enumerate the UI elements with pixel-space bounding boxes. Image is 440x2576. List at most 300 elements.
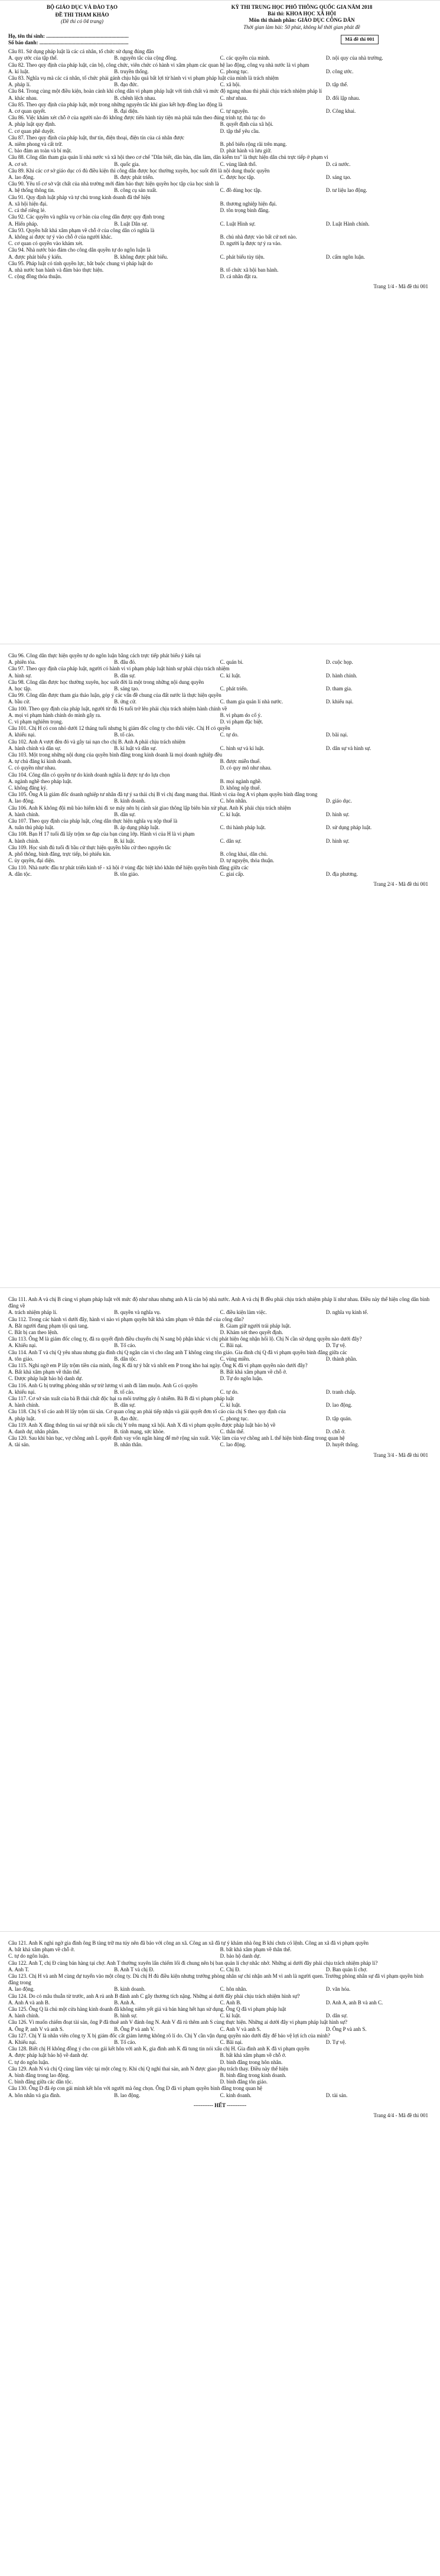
question-text: Câu 130. Ông D đã ép con gái mình kết hôn với người mà ông chọn. Ông D đã vi phạm quyền bình đẳng trong quan hệ: [8, 2085, 262, 2092]
exam-page-3: [0, 1287, 440, 1927]
answer-options: [8, 141, 432, 148]
question-block: [8, 772, 432, 785]
question-text: Câu 99. Công dân được tham gia thảo luận, góp ý các vấn đề chung của đất nước là thực hiện quyền: [8, 692, 221, 699]
question-text: Câu 98. Công dân được học thường xuyên, học suốt đời là một trong những nội dung quyền: [8, 679, 204, 685]
question-text: Câu 117. Cơ sở sản xuất của bà B thải chất độc hại ra môi trường gây ô nhiễm. Bà B đã vi phạm pháp luật: [8, 1395, 234, 1402]
question-block: [8, 865, 432, 878]
answer-option: D. dân sự.: [325, 2013, 348, 2019]
question-block: [8, 214, 432, 227]
answer-option: B. quốc gia.: [114, 161, 140, 167]
answer-option: A. tuân thủ pháp luật.: [8, 824, 54, 831]
question-text: Câu 89. Khi các cơ sở giáo dục có đủ điều kiện thì công dân được học thường xuyên, học suốt đời là nội dung thuộc quyền: [8, 167, 270, 174]
question-text: Câu 127. Chị Y là nhân viên công ty X bị giám đốc cắt giảm lương không rõ lí do. Chị Y cần vận dụng quyền nào dưới đây để bảo vệ lợi ích của mình?: [8, 2032, 330, 2039]
answer-option: A. hình sự.: [8, 672, 32, 679]
question-block: [8, 706, 432, 719]
answer-option: D. hình sự.: [325, 811, 350, 817]
question-text: Câu 105. Ông A là giám đốc doanh nghiệp tư nhân đã tự ý sa thải chị B vì chị đang mang thai. Hành vi của ông A vi phạm quyền bình đẳng trong: [8, 791, 318, 798]
answer-option: B. đạo đức.: [114, 81, 139, 88]
question-block: [8, 739, 432, 752]
question-block: [8, 75, 432, 88]
answer-option: A. được phát biểu ý kiến.: [8, 253, 63, 260]
answer-option: B. kinh doanh.: [114, 798, 146, 804]
answer-option: B. dân sự.: [114, 811, 136, 817]
answer-option: B. Ông P và anh V.: [114, 2026, 155, 2032]
answer-option: B. không được phát biểu.: [114, 253, 168, 260]
answer-option: A. khiếu nại.: [8, 1388, 36, 1395]
answer-options: [8, 234, 432, 240]
question-block: [8, 207, 432, 214]
answer-option: B. Tố cáo.: [114, 2039, 136, 2046]
answer-option: A. học tập.: [8, 686, 32, 692]
exam-code-box: Mã đề thi 001: [341, 35, 379, 44]
answer-option: A. hành chính.: [8, 2013, 40, 2019]
answer-option: B. nguyên tắc của cộng đồng.: [114, 55, 177, 61]
end-marker: ----------- HẾT -----------: [193, 2102, 247, 2108]
question-block: [8, 102, 432, 115]
question-block: [8, 1993, 432, 2006]
question-text: Câu 125. Ông Q là chủ một cửa hàng kinh doanh đã không niêm yết giá và bán hàng hết hạn sử dụng. Ông Q đã vi phạm pháp luật: [8, 2006, 286, 2013]
question-text: Câu 86. Việc khám xét chỗ ở của người nào đó không được tiến hành tùy tiện mà phải tuân theo đúng trình tự, thủ tục do: [8, 115, 266, 121]
answer-options: [8, 2013, 432, 2019]
answer-options: [8, 240, 432, 247]
question-block: [8, 88, 432, 101]
answer-option: A. Ông P, anh V và anh S.: [8, 2026, 64, 2032]
question-block: [8, 273, 432, 280]
answer-options: [8, 2039, 432, 2046]
answer-options: [8, 267, 432, 273]
exam-kind: ĐỀ THI THAM KHẢO: [55, 12, 109, 18]
question-block: [8, 128, 432, 135]
question-block: [8, 1296, 432, 1316]
page-count-note: (Đề thi có 04 trang): [61, 18, 103, 25]
question-text: Câu 103. Một trong những nội dung của quyền bình đẳng trong kinh doanh là mọi doanh nghiệp đều: [8, 752, 223, 758]
question-block: [8, 1316, 432, 1329]
question-block: [8, 1395, 432, 1408]
answer-option: A. xã hội hiện đại.: [8, 200, 48, 207]
answer-option: B. công khai, dân chủ.: [220, 851, 268, 857]
answer-option: D. Tự do ngôn luận.: [220, 1375, 263, 1382]
answer-options: [8, 851, 432, 857]
answer-option: A. Bất khả xâm phạm về thân thể.: [8, 1369, 81, 1375]
answer-option: D. cuộc họp.: [325, 659, 353, 666]
answer-option: C. kỉ luật.: [220, 811, 241, 817]
answer-options: [8, 2092, 432, 2099]
answer-option: B. được phát triển.: [114, 174, 154, 181]
answer-option: D. nội quy của nhà trường.: [325, 55, 383, 61]
answer-option: A. bình đẳng trong lao động.: [8, 2072, 70, 2079]
header-left: [8, 4, 156, 25]
answer-options: [8, 1375, 432, 1382]
answer-option: A. hệ thống thông tin.: [8, 187, 55, 194]
answer-options: [8, 1429, 432, 1435]
answer-option: A. trách nhiệm pháp lí.: [8, 1309, 57, 1316]
answer-option: C. tự nguyện.: [220, 108, 249, 115]
question-text: Câu 111. Anh A và chị B cùng vi phạm pháp luật với mức độ như nhau nhưng anh A là cán bộ nhà nước. Anh A và chị B đều phải chịu trách nhiệm pháp lí như nhau. Điều này thể hiện công dân bình đẳng về: [8, 1296, 430, 1309]
question-block: [8, 148, 432, 154]
question-text: Câu 94. Nhà nước bảo đảm cho công dân quyền tự do ngôn luận là: [8, 247, 151, 253]
question-block: [8, 227, 432, 240]
answer-option: B. ứng cử.: [114, 699, 137, 705]
question-text: Câu 106. Anh K không đội mũ bảo hiểm khi đi xe máy nên bị cảnh sát giao thông lập biên bản xử phạt. Anh K phải chịu trách nhiệm: [8, 804, 291, 811]
question-text: Câu 97. Theo quy định của pháp luật, người có hành vi vi phạm pháp luật hình sự phải chịu trách nhiệm: [8, 666, 230, 672]
answer-option: D. sử dụng pháp luật.: [325, 824, 372, 831]
answer-option: D. hình sự.: [325, 837, 350, 844]
header-right: [172, 4, 432, 31]
answer-option: B. dân tộc.: [114, 1355, 138, 1362]
answer-options: [8, 1342, 432, 1349]
answer-option: C. Anh B.: [220, 1999, 242, 2006]
answer-option: C. bảo đảm an toàn và bí mật.: [8, 148, 72, 154]
question-text: Câu 92. Các quyền và nghĩa vụ cơ bản của công dân được quy định trong: [8, 214, 165, 220]
answer-options: [8, 1329, 432, 1336]
answer-option: D. Anh A, anh B và anh C.: [325, 1999, 383, 2006]
answer-option: D. bình đẳng tôn giáo.: [220, 2079, 268, 2085]
answer-option: C. phát biểu tùy tiện.: [220, 253, 265, 260]
answer-options: [8, 201, 432, 207]
question-text: Câu 119. Anh X đăng thông tin sai sự thật nói xấu chị Y trên mạng xã hội. Anh X đã vi phạm quyền được pháp luật bảo hộ về: [8, 1421, 276, 1428]
answer-option: A. pháp lí.: [8, 81, 31, 88]
answer-option: B. được miễn thuế.: [220, 758, 261, 765]
question-block: [8, 240, 432, 247]
answer-option: C. kinh doanh.: [220, 2092, 252, 2098]
question-text: Câu 113. Ông M là giám đốc công ty, đã ra quyết định điều chuyển chị N sang bộ phận khác vì chị phát hiện ông nhận hối lộ. Chị N cần sử dụng quyền nào dưới đây?: [8, 1336, 362, 1342]
answer-option: B. hình sự.: [114, 2013, 138, 2019]
question-text: Câu 118. Chị S tố cáo anh H lấy trộm tài sản. Cơ quan công an phải tiếp nhận và giải quyết đơn tố cáo của chị S theo quy định của: [8, 1408, 286, 1415]
answer-option: D. tư liệu lao động.: [325, 187, 367, 194]
answer-option: D. bình đẳng trong hôn nhân.: [220, 2059, 283, 2065]
question-text: Câu 87. Theo quy định của pháp luật, thư tín, điện thoại, điện tín của cá nhân được: [8, 134, 185, 141]
answer-options: [8, 2059, 432, 2066]
answer-option: C. vi phạm nghiêm trọng.: [8, 719, 63, 725]
subject-group: Bài thi: KHOA HỌC XÃ HỘI: [268, 11, 336, 17]
answer-option: A. hôn nhân và gia đình.: [8, 2092, 61, 2098]
question-block: [8, 844, 432, 857]
answer-option: D. khiếu nại.: [325, 699, 354, 705]
question-text: Câu 108. Bạn H 17 tuổi đã lấy trộm xe đạp của bạn cùng lớp. Hành vi của H là vi phạm: [8, 831, 195, 837]
question-text: Câu 85. Theo quy định của pháp luật, một trong những nguyên tắc khi giao kết hợp đồng lao động là: [8, 101, 223, 107]
answer-options: [8, 2000, 432, 2006]
answer-option: D. có quy mô như nhau.: [220, 765, 272, 771]
answer-option: C. kỉ luật.: [220, 2013, 241, 2019]
subject-name: Môn thi thành phần: GIÁO DỤC CÔNG DÂN: [249, 17, 355, 24]
question-text: Câu 116. Anh G bị trưởng phòng nhân sự trừ lương vì anh đi làm muộn. Anh G có quyền: [8, 1382, 198, 1388]
question-block: [8, 48, 432, 61]
answer-option: C. giai cấp.: [220, 870, 245, 877]
answer-option: A. ngành nghề theo pháp luật.: [8, 778, 73, 784]
answer-option: D. giáo dục.: [325, 798, 352, 804]
answer-option: D. tập thể yêu cầu.: [220, 128, 260, 134]
answer-option: C. kỉ luật.: [220, 672, 241, 679]
question-block: [8, 115, 432, 128]
page-footer: Trang 1/4 - Mã đề thi 001: [373, 283, 428, 290]
answer-option: B. thương nghiệp hiện đại.: [220, 200, 277, 207]
question-block: [8, 247, 432, 260]
exam-time: Thời gian làm bài: 50 phút, không kể thời gian phát đề: [243, 24, 360, 30]
exam-title: KỲ THI TRUNG HỌC PHỔ THÔNG QUỐC GIA NĂM 2018: [231, 4, 373, 10]
answer-option: A. được pháp luật bảo hộ về danh dự.: [8, 2052, 89, 2059]
student-info: [8, 33, 432, 46]
answer-option: C. Bắt bị can theo lệnh.: [8, 1329, 58, 1336]
question-text: Câu 104. Công dân có quyền tự do kinh doanh nghĩa là được tự do lựa chọn: [8, 771, 170, 778]
answer-option: D. bảo hộ danh dự.: [220, 1953, 261, 1959]
answer-option: B. tố cáo.: [114, 1388, 135, 1395]
answer-option: B. bất khả xâm phạm về chỗ ở.: [220, 2052, 286, 2059]
question-block: [8, 1422, 432, 1435]
question-text: Câu 124. Do có mâu thuẫn từ trước, anh A rủ anh B đánh anh C gây thương tích nặng. Những ai dưới đây phải chịu trách nhiệm hình sự?: [8, 1993, 300, 1999]
answer-option: C. tự do.: [220, 1388, 239, 1395]
answer-option: A. Khiếu nại.: [8, 1342, 37, 1349]
answer-options: [8, 2079, 432, 2085]
answer-options: [8, 273, 432, 280]
question-block: [8, 1349, 432, 1362]
answer-option: A. lao động.: [8, 798, 35, 804]
answer-options: [8, 778, 432, 785]
answer-option: B. chủ nhà được vào bất cứ nơi nào.: [220, 233, 297, 240]
question-block: [8, 857, 432, 864]
question-block: [8, 1973, 432, 1993]
answer-options: [8, 254, 432, 260]
answer-options: [8, 699, 432, 705]
question-block: [8, 1940, 432, 1953]
answer-option: D. phát hành và lưu giữ.: [220, 148, 272, 154]
answer-option: A. dân tộc.: [8, 870, 32, 877]
answer-option: C. Chị Đ.: [220, 1966, 241, 1972]
answer-options: [8, 1442, 432, 1448]
answer-option: D. Ban quản lí chợ.: [325, 1966, 367, 1972]
answer-option: A. bất khả xâm phạm về chỗ ở.: [8, 1946, 75, 1953]
question-text: Câu 83. Nghĩa vụ mà các cá nhân, tổ chức phải gánh chịu hậu quả bất lợi từ hành vi vi phạm pháp luật của mình là trách nhiệm: [8, 75, 279, 81]
answer-option: B. áp dụng pháp luật.: [114, 824, 160, 831]
answer-options: [8, 659, 432, 666]
answer-options: [8, 2072, 432, 2079]
question-text: Câu 101. Chị H có con nhỏ dưới 12 tháng tuổi nhưng bị giám đốc công ty cho thôi việc. Chị H có quyền: [8, 725, 230, 732]
answer-option: B. đại diện.: [114, 108, 139, 115]
answer-option: B. mọi ngành nghề.: [220, 778, 262, 784]
answer-option: D. nghĩa vụ kinh tế.: [325, 1309, 369, 1316]
student-name-label: Họ, tên thí sinh: ..............................................................: [8, 32, 129, 39]
answer-option: C. được học tập.: [220, 174, 255, 181]
answer-options: [8, 69, 432, 75]
answer-option: A. Hiến pháp.: [8, 220, 38, 227]
answer-option: A. khác nhau.: [8, 94, 38, 101]
answer-options: [8, 712, 432, 719]
question-text: Câu 121. Anh K nghi ngờ gia đình ông B tàng trữ ma túy nên đã báo với công an xã. Công an xã đã tự ý khám nhà ông B khi chưa có lệnh. Công an xã đã vi phạm quyền: [8, 1940, 369, 1946]
question-text: Câu 84. Trong cùng một điều kiện, hoàn cảnh khi công dân vi phạm pháp luật với tính chất và mức độ ngang nhau thì phải chịu trách nhiệm pháp lí: [8, 88, 322, 94]
question-block: [8, 1382, 432, 1395]
answer-option: C. hôn nhân.: [220, 798, 247, 804]
question-text: Câu 120. Sau khi bàn bạc, vợ chồng anh L quyết định vay vốn ngân hàng để mở rộng sản xuất. Việc làm của vợ chồng anh L thể hiện bình đẳng trong quan hệ: [8, 1435, 345, 1442]
answer-options: [8, 148, 432, 154]
answer-option: D. Luật Hành chính.: [325, 220, 370, 227]
answer-option: A. cơ quan quyết.: [8, 108, 46, 115]
answer-option: C. như nhau.: [220, 94, 247, 101]
answer-option: A. tài sản.: [8, 1442, 30, 1448]
answer-option: D. tài sản.: [325, 2092, 348, 2098]
answer-options: [8, 187, 432, 194]
question-text: Câu 100. Theo quy định của pháp luật, người từ đủ 16 tuổi trở lên phải chịu trách nhiệm hành chính về: [8, 705, 227, 712]
answer-options: [8, 207, 432, 214]
answer-option: B. truyền thống.: [114, 68, 149, 74]
answer-option: A. pháp luật quy định.: [8, 121, 56, 128]
answer-option: C. ủy quyền, đại diện.: [8, 857, 56, 864]
answer-option: C. phát triển.: [220, 686, 248, 692]
question-text: Câu 96. Công dân thực hiện quyền tự do ngôn luận bằng cách trực tiếp phát biểu ý kiến tại: [8, 653, 201, 658]
answer-options: [8, 811, 432, 818]
answer-option: A. hành chính.: [8, 837, 40, 844]
question-list: [8, 1296, 432, 1449]
answer-option: B. phổ biến rộng rãi trên mạng.: [220, 141, 287, 148]
question-text: Câu 88. Công dân tham gia quản lí nhà nước và xã hội theo cơ chế "Dân biết, dân bàn, dân làm, dân kiểm tra" là thực hiện dân chủ trực tiếp ở phạm vi: [8, 154, 328, 161]
answer-option: C. Anh V và anh S.: [220, 2026, 261, 2032]
question-block: [8, 2006, 432, 2019]
answer-option: C. vùng lãnh thổ.: [220, 161, 257, 167]
answer-option: B. chênh lệch nhau.: [114, 94, 157, 101]
question-list: [8, 1940, 432, 2099]
answer-options: [8, 1402, 432, 1408]
answer-options: [8, 108, 432, 115]
answer-option: D. địa phương.: [325, 870, 358, 877]
answer-options: [8, 95, 432, 102]
answer-options: [8, 174, 432, 181]
answer-option: A. Khiếu nại.: [8, 2039, 37, 2046]
answer-options: [8, 128, 432, 135]
answer-option: C. phong tục.: [220, 1415, 249, 1421]
answer-options: [8, 871, 432, 878]
question-block: [8, 653, 432, 666]
answer-option: D. tập quán.: [325, 1415, 352, 1421]
question-block: [8, 791, 432, 804]
answer-options: [8, 2052, 432, 2059]
question-text: Câu 129. Anh N và chị Q cùng làm việc tại một công ty. Khi chị Q nghỉ thai sản, anh N được giao phụ trách thay. Điều này thể hiện: [8, 2065, 288, 2072]
answer-option: B. quyết định của xã hội.: [220, 121, 273, 128]
answer-option: C. hôn nhân.: [220, 1986, 247, 1993]
answer-option: C. có quyền như nhau.: [8, 765, 57, 771]
answer-option: C. lao động.: [220, 1442, 246, 1448]
answer-options: [8, 1416, 432, 1422]
answer-option: B. kinh doanh.: [114, 1986, 146, 1993]
question-block: [8, 2033, 432, 2046]
question-text: Câu 91. Quy định luật pháp và tự chủ trong kinh doanh đã thể hiện: [8, 194, 151, 200]
question-text: Câu 102. Anh A vượt đèn đỏ và gây tai nạn cho chị B. Anh A phải chịu trách nhiệm: [8, 738, 185, 745]
answer-option: B. tôn giáo.: [114, 870, 139, 877]
answer-option: D. huyết thống.: [325, 1442, 359, 1448]
question-block: [8, 785, 432, 791]
answer-option: C. tự do.: [220, 732, 239, 738]
question-block: [8, 818, 432, 831]
answer-options: [8, 1967, 432, 1973]
answer-option: A. niêm phong và cất trữ.: [8, 141, 63, 148]
answer-option: D. tự nguyện, thỏa thuận.: [220, 857, 275, 864]
answer-option: A. không ai được tự ý vào chỗ ở của người khác.: [8, 233, 113, 240]
answer-option: B. tổ chức xã hội ban hành.: [220, 266, 279, 273]
answer-option: B. đâu đó.: [114, 659, 136, 666]
answer-option: B. công cụ sản xuất.: [114, 187, 158, 194]
answer-options: [8, 686, 432, 692]
answer-option: D. không nộp thuế.: [220, 785, 261, 791]
answer-option: D. đối lập nhau.: [325, 94, 360, 101]
question-text: Câu 122. Anh T, chị Đ cùng bán hàng tại chợ. Anh T thường xuyên lấn chiếm lối đi chung nên bị ban quản lí chợ nhắc nhở. Những ai dưới đây phải chịu trách nhiệm pháp lí?: [8, 1959, 378, 1966]
answer-option: C. không đăng ký.: [8, 785, 48, 791]
answer-option: B. dân sự.: [114, 1402, 136, 1408]
answer-option: A. danh dự, nhân phẩm.: [8, 1429, 60, 1435]
answer-options: [8, 785, 432, 791]
question-block: [8, 194, 432, 207]
answer-option: B. tính mạng, sức khỏe.: [114, 1429, 165, 1435]
answer-option: A. hành chính.: [8, 1402, 40, 1408]
answer-option: C. vùng miền.: [220, 1355, 250, 1362]
page-footer: Trang 4/4 - Mã đề thi 001: [373, 2112, 428, 2119]
answer-options: [8, 1986, 432, 1993]
answer-option: C. thân thể.: [220, 1429, 245, 1435]
answer-option: D. chỗ ở.: [325, 1429, 346, 1435]
answer-option: C. kỉ luật.: [220, 1402, 241, 1408]
answer-options: [8, 1389, 432, 1395]
exam-page-1: [0, 0, 440, 640]
answer-option: A. tự chủ đăng kí kinh doanh.: [8, 758, 72, 765]
answer-options: [8, 1356, 432, 1362]
answer-option: B. Bất khả xâm phạm về chỗ ở.: [220, 1369, 287, 1375]
answer-option: D. cấm ngôn luận.: [325, 253, 365, 260]
question-block: [8, 1375, 432, 1382]
answer-option: B. sáng tạo.: [114, 686, 139, 692]
answer-option: A. lao động.: [8, 1986, 35, 1993]
answer-options: [8, 719, 432, 725]
page-footer: Trang 3/4 - Mã đề thi 001: [373, 1452, 428, 1458]
question-block: [8, 62, 432, 75]
answer-option: B. bất khả xâm phạm về thân thể.: [220, 1946, 292, 1953]
answer-option: D. sáng tạo.: [325, 174, 351, 181]
answer-option: B. lao động.: [114, 2092, 141, 2098]
question-block: [8, 719, 432, 725]
question-list: [8, 653, 432, 878]
question-text: Câu 128. Biết chị H không đồng ý cho con gái kết hôn với anh K, gia đình anh K đã tung tin nói xấu chị H. Gia đình anh K đã vi phạm quyền: [8, 2046, 309, 2052]
answer-option: C. tham gia quản lí nhà nước.: [220, 699, 283, 705]
answer-option: A. Anh T.: [8, 1966, 30, 1972]
answer-option: A. hành chính.: [8, 811, 40, 817]
answer-option: B. tố cáo.: [114, 732, 135, 738]
answer-options: [8, 673, 432, 679]
question-block: [8, 1408, 432, 1421]
answer-option: A. quy ước của tập thể.: [8, 55, 58, 61]
answer-option: C. bình đẳng giữa các dân tộc.: [8, 2079, 73, 2085]
question-block: [8, 1960, 432, 1973]
answer-option: D. Tự vệ.: [325, 1342, 346, 1349]
answer-option: D. thành phần.: [325, 1355, 357, 1362]
answer-option: A. hành chính và dân sự.: [8, 745, 61, 751]
question-block: [8, 1329, 432, 1336]
question-text: Câu 95. Pháp luật có tính quyền lực, bắt buộc chung vì pháp luật do: [8, 260, 153, 266]
answer-option: D. người lạ được tự ý ra vào.: [220, 240, 282, 247]
answer-option: C. phong tục.: [220, 68, 249, 74]
answer-options: [8, 765, 432, 771]
answer-option: B. Giam giữ người trái pháp luật.: [220, 1322, 291, 1329]
answer-options: [8, 824, 432, 831]
question-block: [8, 154, 432, 167]
answer-options: [8, 857, 432, 864]
question-block: [8, 692, 432, 705]
answer-options: [8, 161, 432, 168]
answer-option: C. Được pháp luật bảo hộ danh dự.: [8, 1375, 83, 1382]
answer-option: C. cơ quan phê duyệt.: [8, 128, 55, 134]
answer-options: [8, 55, 432, 61]
answer-option: D. tham gia.: [325, 686, 353, 692]
question-block: [8, 725, 432, 738]
answer-options: [8, 221, 432, 227]
question-block: [8, 1336, 432, 1349]
answer-options: [8, 758, 432, 765]
answer-option: B. bình đẳng trong kinh doanh.: [220, 2072, 286, 2079]
answer-option: C. cơ quan có quyền vào khám xét.: [8, 240, 83, 247]
